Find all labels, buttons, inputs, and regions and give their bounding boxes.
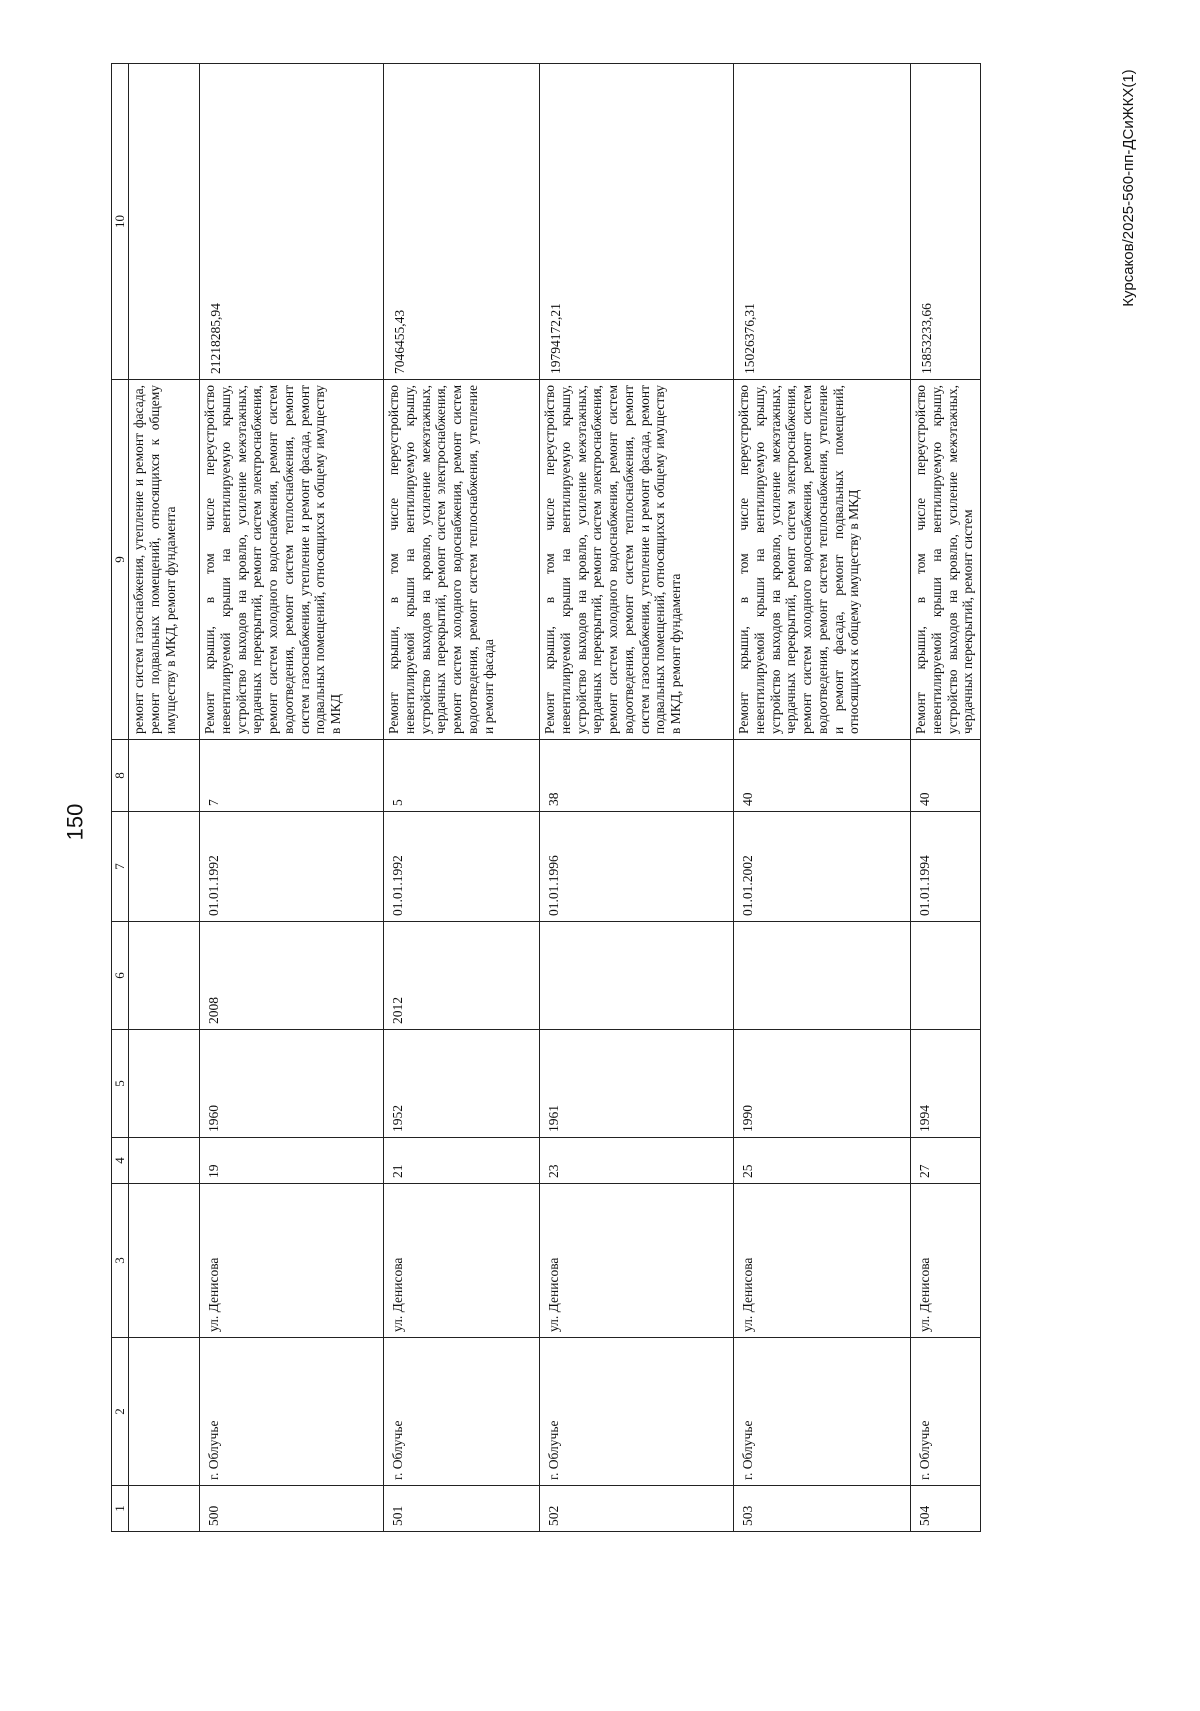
- street-cell: ул. Денисова: [911, 1184, 981, 1338]
- year-built-cell: 1990: [734, 1030, 911, 1138]
- rotated-table-container: [111, 64, 979, 1532]
- column-number: 5: [112, 1030, 129, 1138]
- settlement-cell: г. Облучье: [384, 1338, 540, 1486]
- row-number-cell: 500: [200, 1486, 384, 1532]
- year-built-cell: 1994: [911, 1030, 981, 1138]
- works-cell: Ремонт крыши, в том числе переустройство невентилируемой крыши на вентилируемую крышу, устройство выходов на кровлю, усиление межэтажных, чердачных перекрытий, ремонт систем электроснабжения, ремонт систем холодного водоснабжения, ремонт систем водоотведения, ремонт систем теплоснабжения, ремонт систем газоснабжения, утепление и ремонт фасада, ремонт подвальных помещений, относящихся к общему имуществу в МКД: [200, 380, 384, 740]
- year-built-cell: 1960: [200, 1030, 384, 1138]
- house-number-cell: 19: [200, 1138, 384, 1184]
- cost-cell: 21218285,94: [200, 64, 384, 380]
- row-number-cell: 504: [911, 1486, 981, 1532]
- table-row: [734, 64, 911, 1532]
- house-number-cell: 23: [540, 1138, 734, 1184]
- year-repair-cell: 2008: [200, 922, 384, 1030]
- page-number: 150: [62, 803, 88, 841]
- housing-repair-table: [111, 63, 981, 1532]
- column-number: 4: [112, 1138, 129, 1184]
- count-cell: 40: [734, 740, 911, 812]
- date-cell: 01.01.1996: [540, 812, 734, 922]
- year-repair-cell: 2012: [384, 922, 540, 1030]
- cost-cell: 19794172,21: [540, 64, 734, 380]
- works-cell: ремонт систем газоснабжения, утепление и ремонт фасада, ремонт подвальных помещений, относящихся к общему имуществу в МКД, ремонт фундамента: [129, 380, 200, 740]
- settlement-cell: г. Облучье: [540, 1338, 734, 1486]
- works-cell: Ремонт крыши, в том числе переустройство невентилируемой крыши на вентилируемую крышу, устройство выходов на кровлю, усиление межэтажных, чердачных перекрытий, ремонт систем электроснабжения, ремонт систем холодного водоснабжения, ремонт систем водоотведения, ремонт систем теплоснабжения, ремонт систем газоснабжения, утепление и ремонт фасада, ремонт подвальных помещений, относящихся к общему имуществу в МКД, ремонт фундамента: [540, 380, 734, 740]
- column-number: 10: [112, 64, 129, 380]
- year-repair-cell: [540, 922, 734, 1030]
- row-number-cell: 503: [734, 1486, 911, 1532]
- continued-table-row: [129, 64, 200, 1532]
- works-cell: Ремонт крыши, в том числе переустройство невентилируемой крыши на вентилируемую крышу, устройство выходов на кровлю, усиление межэтажных, чердачных перекрытий, ремонт систем: [911, 380, 981, 740]
- date-cell: 01.01.1992: [200, 812, 384, 922]
- table-row: [384, 64, 540, 1532]
- count-cell: 5: [384, 740, 540, 812]
- year-built-cell: 1952: [384, 1030, 540, 1138]
- date-cell: 01.01.1992: [384, 812, 540, 922]
- year-built-cell: 1961: [540, 1030, 734, 1138]
- column-number: 1: [112, 1486, 129, 1532]
- house-number-cell: 27: [911, 1138, 981, 1184]
- row-number-cell: 502: [540, 1486, 734, 1532]
- column-number: 8: [112, 740, 129, 812]
- count-cell: 40: [911, 740, 981, 812]
- house-number-cell: 21: [384, 1138, 540, 1184]
- street-cell: ул. Денисова: [734, 1184, 911, 1338]
- street-cell: ул. Денисова: [384, 1184, 540, 1338]
- date-cell: 01.01.2002: [734, 812, 911, 922]
- count-cell: 38: [540, 740, 734, 812]
- works-cell: Ремонт крыши, в том числе переустройство невентилируемой крыши на вентилируемую крышу, устройство выходов на кровлю, усиление межэтажных, чердачных перекрытий, ремонт систем электроснабжения, ремонт систем холодного водоснабжения, ремонт систем водоотведения, ремонт систем теплоснабжения, утепление и ремонт фасада, ремонт подвальных помещений, относящихся к общему имуществу в МКД: [734, 380, 911, 740]
- column-number: 7: [112, 812, 129, 922]
- works-cell: Ремонт крыши, в том числе переустройство невентилируемой крыши на вентилируемую крышу, устройство выходов на кровлю, усиление межэтажных, чердачных перекрытий, ремонт систем электроснабжения, ремонт систем холодного водоснабжения, ремонт систем водоотведения, ремонт систем теплоснабжения, утепление и ремонт фасада: [384, 380, 540, 740]
- year-repair-cell: [911, 922, 981, 1030]
- column-number: 2: [112, 1338, 129, 1486]
- column-number-row: [112, 64, 129, 1532]
- count-cell: 7: [200, 740, 384, 812]
- column-number: 3: [112, 1184, 129, 1338]
- table-row: [540, 64, 734, 1532]
- row-number-cell: 501: [384, 1486, 540, 1532]
- table-row: [911, 64, 981, 1532]
- house-number-cell: 25: [734, 1138, 911, 1184]
- date-cell: 01.01.1994: [911, 812, 981, 922]
- street-cell: ул. Денисова: [540, 1184, 734, 1338]
- table-row: [200, 64, 384, 1532]
- settlement-cell: г. Облучье: [911, 1338, 981, 1486]
- column-number: 9: [112, 380, 129, 740]
- cost-cell: 15026376,31: [734, 64, 911, 380]
- column-number: 6: [112, 922, 129, 1030]
- cost-cell: 7046455,43: [384, 64, 540, 380]
- cost-cell: 15853233,66: [911, 64, 981, 380]
- year-repair-cell: [734, 922, 911, 1030]
- document-reference: Курсаков/2025-560-пп-ДСиЖКХ(1): [1119, 69, 1137, 307]
- settlement-cell: г. Облучье: [200, 1338, 384, 1486]
- street-cell: ул. Денисова: [200, 1184, 384, 1338]
- settlement-cell: г. Облучье: [734, 1338, 911, 1486]
